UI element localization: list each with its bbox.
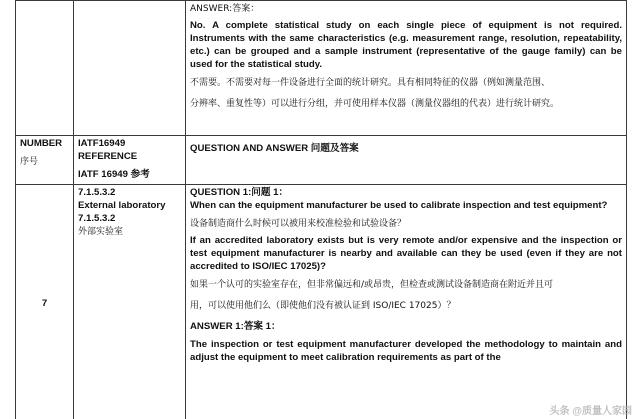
qa-header: QUESTION AND ANSWER 问题及答案 [190,143,359,154]
answer-1-label: ANSWER 1:答案 1： [190,320,281,332]
table-row [16,1,627,136]
number-cell [16,1,74,136]
table-row [16,184,627,419]
number-header-zh: 序号 [20,156,39,167]
number-header-cell [16,136,74,185]
number-header: NUMBER [20,138,63,149]
reference-cell [74,184,186,419]
answer-chinese-line-1: 不需要。不需要对每一件设备进行全面的统计研究。具有相同特征的仪器（例如测量范围、 [190,77,551,88]
answer-1-english: The inspection or test equipment manufacturer developed the methodology to maintain and adjust the equipment to meet calibration requirements as part of the [190,338,622,363]
reference-code-repeat: 7.1.5.3.2 [78,212,116,224]
answer-cell [186,1,627,136]
answer-chinese-line-2: 分辨率、重复性等）可以进行分组，并可使用样本仪器（测量仪器组的代表）进行统计研究。 [190,99,560,110]
qa-header-cell [186,136,627,185]
reference-title: External laboratory [78,199,166,211]
question-chinese-2b: 用，可以使用他们么（即使他们没有被认证到 ISO/IEC 17025）？ [190,300,456,311]
question-answer-cell [186,184,627,419]
question-english-1: When can the equipment manufacturer be used to calibrate inspection and test equipment? [190,199,608,211]
reference-code: 7.1.5.3.2 [78,186,116,198]
iatf-faq-table [15,0,627,419]
question-chinese-1: 设备制造商什么时候可以被用来校准检验和试验设备？ [190,218,407,229]
reference-cell [74,1,186,136]
question-label: QUESTION 1:问题 1： [190,186,289,198]
reference-header-cell [74,136,186,185]
watermark: 头条 @质量人家园 [549,406,632,417]
question-english-2: If an accredited laboratory exists but is very remote and/or expensive and the inspection or test equipment manufacturer is nearby and available can they be used (even if they are not accredited to ISO/IEC 17025)? [190,234,622,272]
answer-label: ANSWER:答案： [190,4,260,14]
answer-english: No. A complete statistical study on each single piece of equipment is not required. Instruments with the same characteristics (e.g. measurement range, resolution, repeatability, etc.) can be grouped and a sample instrument (representative of the gauge family) can be used for the statistical study. [190,20,622,70]
reference-header: IATF16949 REFERENCE [78,138,138,162]
reference-header-zh: IATF 16949 参考 [78,168,150,180]
row-number: 7 [16,184,74,419]
table-header-row [16,136,627,185]
question-chinese-2a: 如果一个认可的实验室存在，但非常偏远和/或昂贵，但检查或测试设备制造商在附近并且可 [190,279,554,290]
reference-title-zh: 外部实验室 [78,226,124,237]
